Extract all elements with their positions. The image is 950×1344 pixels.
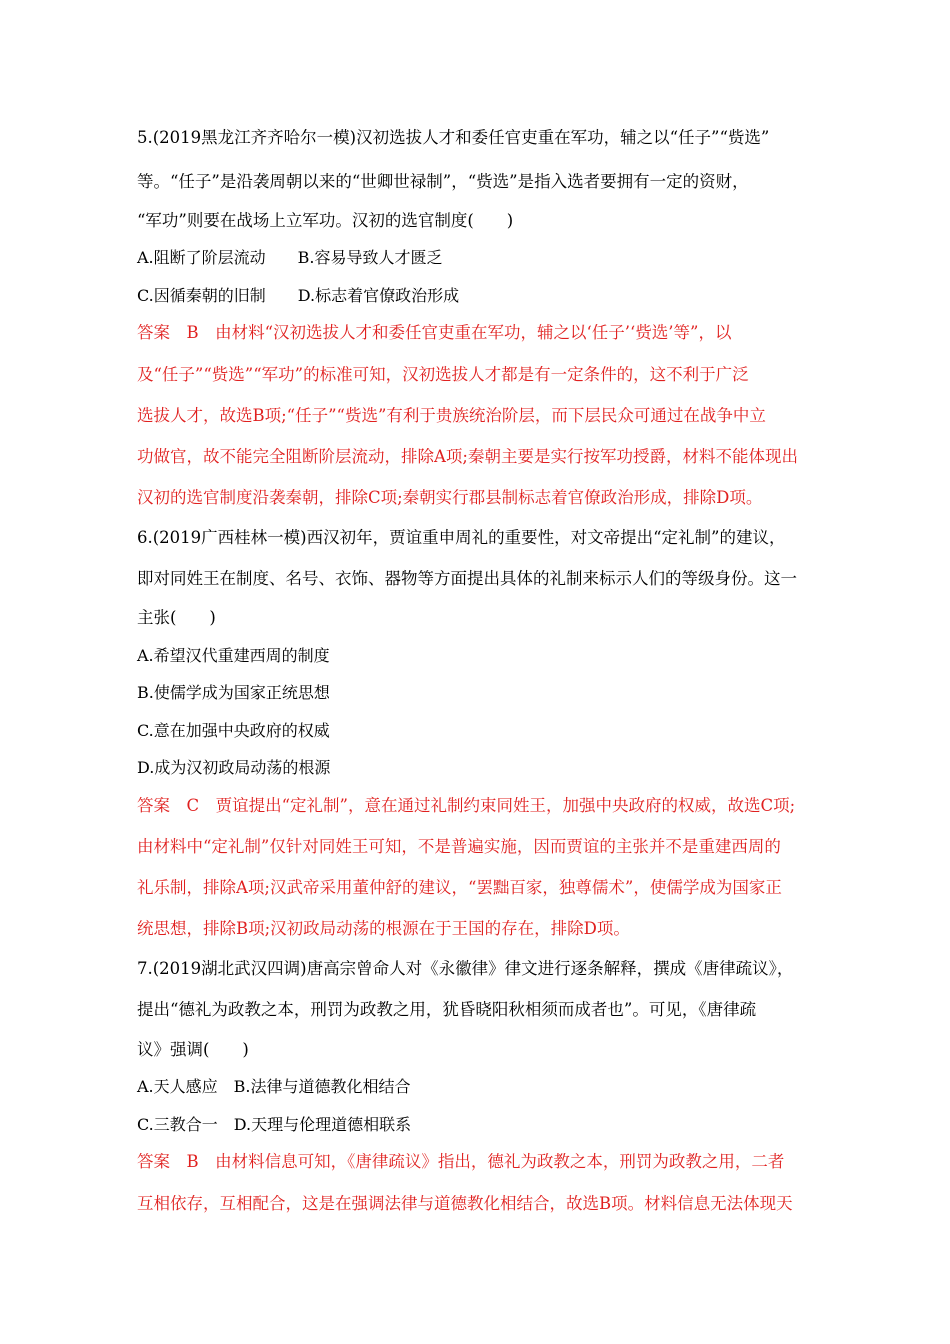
- answer-line: 选拔人才，故选B项;“任子”“赀选”有利于贵族统治阶层，而下层民众可通过在战争中立: [137, 406, 766, 425]
- option-line: D.成为汉初政局动荡的根源: [137, 758, 331, 777]
- question-stem-line: 5.(2019黑龙江齐齐哈尔一模)汉初选拔人才和委任官吏重在军功，辅之以“任子”“赀选”: [137, 128, 770, 147]
- answer-line: 答案 C 贾谊提出“定礼制”，意在通过礼制约束同姓王，加强中央政府的权威，故选C项;: [137, 796, 796, 815]
- option-line: C.意在加强中央政府的权威: [137, 721, 330, 740]
- option-line: A.希望汉代重建西周的制度: [137, 646, 330, 665]
- question-stem-line: 即对同姓王在制度、名号、衣饰、器物等方面提出具体的礼制来标示人们的等级身份。这一: [137, 569, 797, 588]
- option-line: C.因循秦朝的旧制 D.标志着官僚政治形成: [137, 286, 460, 305]
- answer-line: 由材料中“定礼制”仅针对同姓王可知，不是普遍实施，因而贾谊的主张并不是重建西周的: [137, 837, 781, 856]
- option-line: B.使儒学成为国家正统思想: [137, 683, 330, 702]
- answer-line: 及“任子”“赀选”“军功”的标准可知，汉初选拔人才都是有一定条件的，这不利于广泛: [137, 365, 749, 384]
- answer-line: 礼乐制，排除A项;汉武帝采用董仲舒的建议，“罢黜百家，独尊儒术”，使儒学成为国家正: [137, 878, 782, 897]
- answer-line: 统思想，排除B项;汉初政局动荡的根源在于王国的存在，排除D项。: [137, 919, 630, 938]
- question-stem-line: 提出“德礼为政教之本，刑罚为政教之用，犹昏晓阳秋相须而成者也”。可见，《唐律疏: [137, 1000, 757, 1019]
- answer-line: 答案 B 由材料信息可知，《唐律疏议》指出，德礼为政教之本，刑罚为政教之用，二者: [137, 1152, 785, 1171]
- answer-line: 答案 B 由材料“汉初选拔人才和委任官吏重在军功，辅之以‘任子’‘赀选’等”，以: [137, 323, 732, 342]
- question-stem-line: 议》强调( ): [137, 1040, 249, 1059]
- answer-line: 功做官，故不能完全阻断阶层流动，排除A项;秦朝主要是实行按军功授爵，材料不能体现出: [137, 447, 798, 466]
- answer-line: 互相依存，互相配合，这是在强调法律与道德教化相结合，故选B项。材料信息无法体现天: [137, 1194, 793, 1213]
- question-stem-line: “军功”则要在战场上立军功。汉初的选官制度( ): [137, 211, 514, 230]
- question-stem-line: 主张( ): [137, 608, 216, 627]
- question-stem-line: 等。“任子”是沿袭周朝以来的“世卿世禄制”，“赀选”是指入选者要拥有一定的资财，: [137, 172, 749, 191]
- option-line: A.天人感应 B.法律与道德教化相结合: [137, 1077, 411, 1096]
- option-line: A.阻断了阶层流动 B.容易导致人才匮乏: [137, 248, 443, 267]
- question-stem-line: 7.(2019湖北武汉四调)唐高宗曾命人对《永徽律》律文进行逐条解释，撰成《唐律疏议》，: [137, 959, 794, 978]
- option-line: C.三教合一 D.天理与伦理道德相联系: [137, 1115, 412, 1134]
- question-stem-line: 6.(2019广西桂林一模)西汉初年，贾谊重申周礼的重要性，对文帝提出“定礼制”的建议，: [137, 528, 786, 547]
- answer-line: 汉初的选官制度沿袭秦朝，排除C项;秦朝实行郡县制标志着官僚政治形成，排除D项。: [137, 488, 763, 507]
